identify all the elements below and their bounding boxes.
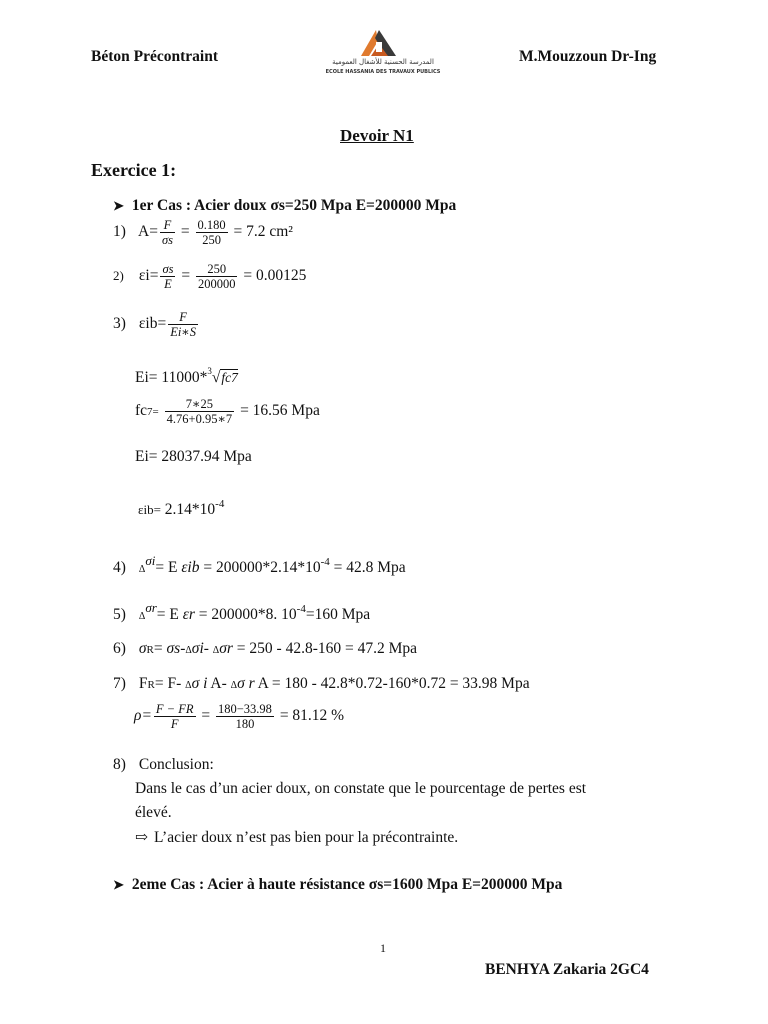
document-title: Devoir N1: [340, 126, 414, 145]
case2-heading: [113, 876, 562, 894]
arrow-right-icon: ⇨: [135, 829, 148, 846]
case2-text: 2eme Cas : Acier à haute résistance σs=1600 Mpa E=200000 Mpa: [131, 876, 563, 893]
page-number: 1: [380, 941, 386, 955]
step-7: 7) FR= F- Δσ i A- Δσ r A = 180 - 42.8*0.72-160*0.72 = 33.98 Mpa: [113, 675, 530, 692]
school-logo: [322, 28, 444, 80]
fraction: $\frac{250}{200000}$: [197, 262, 236, 291]
footer-student: BENHYA Zakaria 2GC4: [485, 961, 649, 978]
step-4: 4) $\Delta^{\sigma i}= E$ $\varepsilon ib = 200000*2.14*10^{-4} = 42.8$ Mpa: [113, 553, 406, 576]
step-1: 1) A= $\frac{F}{\sigma s}$ = $\frac{0.180}{250}$ = 7.2 cm²: [113, 218, 293, 247]
step-5: 5) $\Delta^{\sigma r}= E$ εr = 200000*8. $10^{-4}=160$ Mpa: [113, 600, 371, 623]
fraction: $\frac{\sigma s}{E}$: [162, 262, 174, 291]
logo-arabic-text: المدرسة الحسنية للأشغال العمومية: [332, 58, 434, 66]
header-course-title: Béton Précontraint: [91, 48, 218, 65]
fraction: $\frac{F}{\sigma s}$: [161, 218, 173, 247]
fraction: $\frac{0.180}{250}$: [197, 218, 226, 247]
arrow-bullet-icon: ➤: [113, 198, 124, 213]
step-2: 2) εi= $\frac{\sigma s}{E}$ = $\frac{250}{200000}$ = 0.00125: [113, 262, 307, 291]
logo-french-text: ECOLE HASSANIA DES TRAVAUX PUBLICS: [325, 69, 441, 75]
exercise-heading: Exercice 1:: [91, 160, 177, 180]
fraction: $\frac{F}{Ei∗S}$: [170, 310, 197, 339]
case1-text: 1er Cas : Acier doux σs=250 Mpa E=200000 Mpa: [131, 197, 457, 214]
conclusion-line-1: Dans le cas d’un acier doux, on constate que le pourcentage de pertes est: [135, 780, 587, 797]
fraction: $\frac{7∗25}{4.76+0.95∗7}$: [166, 397, 233, 426]
fraction: $\frac{F - FR}{F}$: [155, 702, 194, 731]
fc7-formula: fc7= $\frac{7∗25}{4.76+0.95∗7}$ = 16.56 Mpa: [135, 397, 320, 426]
conclusion-line-3: ⇨ L’acier doux n’est pas bien pour la précontrainte.: [135, 829, 459, 846]
arrow-bullet-icon: ➤: [113, 877, 124, 892]
step-6: 6) σR= σs-Δσi- Δσr = 250 - 42.8-160 = 47.2 Mpa: [113, 640, 418, 657]
radical-icon: √: [211, 369, 221, 386]
rho-formula: ρ= $\frac{F - FR}{F}$ = $\frac{180-33.98}{180}$ = 81.12 %: [134, 702, 345, 731]
fraction: $\frac{180-33.98}{180}$: [218, 702, 272, 731]
eib-value: $\varepsilon ib= 2.14*10^{-4}$: [138, 498, 225, 518]
case1-heading: [113, 197, 456, 215]
step-3: 3) εib= $\frac{F}{Ei∗S}$: [113, 310, 197, 339]
conclusion-line-2: élevé.: [135, 804, 172, 821]
ei-formula: Ei= 11000*$^3$√fc7: [135, 366, 238, 386]
step-8: 8) Conclusion:: [113, 756, 214, 773]
ei-value: Ei= 28037.94 Mpa: [135, 448, 252, 465]
header-author: M.Mouzzoun Dr-Ing: [519, 48, 657, 65]
